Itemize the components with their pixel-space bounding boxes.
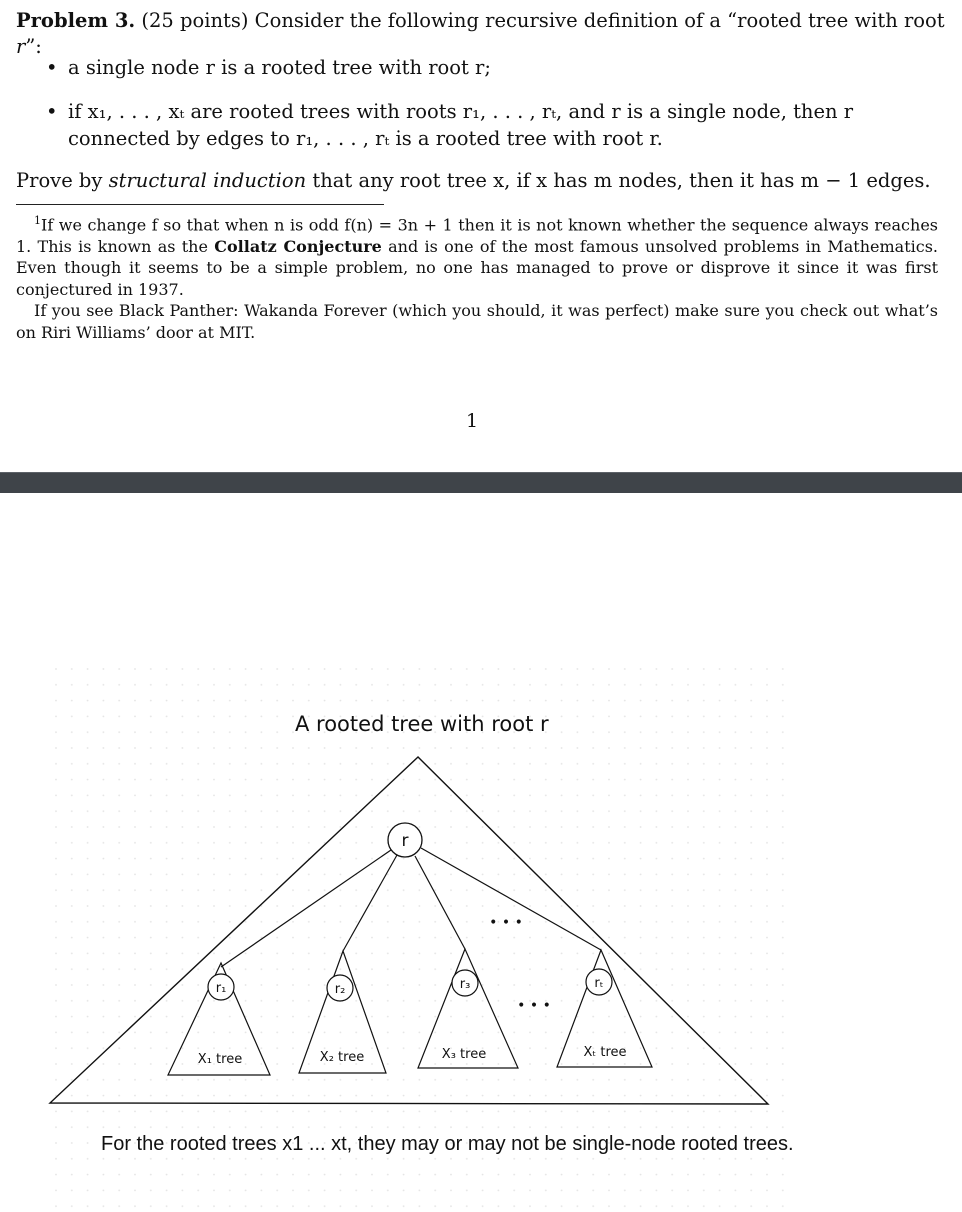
- page-number: 1: [466, 410, 479, 432]
- sketch-title: A rooted tree with root r: [295, 712, 549, 736]
- bullet-text-1: a single node r is a rooted tree with root r;: [68, 56, 491, 79]
- ellipsis-upper: • • •: [489, 915, 523, 931]
- bullet-dot: •: [46, 100, 58, 123]
- footnote-p2: If you see Black Panther: Wakanda Forever (which you should, it was perfect) make sure you check out what’s on Riri Williams’ door at MIT.: [16, 301, 938, 342]
- problem-label: Problem 3.: [16, 9, 136, 32]
- subtree-label-2: X₂ tree: [319, 1050, 365, 1065]
- prove-rest: that any root tree x, if x has m nodes, then it has m − 1 edges.: [306, 169, 931, 192]
- tree-sketch: [0, 493, 962, 1212]
- page-divider: [0, 472, 962, 494]
- child-node-label-t: rₜ: [594, 976, 604, 991]
- ellipsis-lower: • • •: [517, 998, 551, 1014]
- prove-start: Prove by: [16, 169, 109, 192]
- bullet-dot: •: [46, 56, 58, 79]
- prove-emphasis: structural induction: [108, 169, 307, 192]
- document-page: [0, 0, 962, 470]
- footnote: [16, 210, 938, 343]
- root-node-label: r: [401, 831, 409, 851]
- footnote-p1-end: and is one of the most famous unsolved problems in Mathematics. Even though it seems to be a simple problem, no one has managed to prove or disprove it since it was first conjectured in 1937.: [16, 236, 939, 299]
- problem-intro: Consider the following recursive definition of a “rooted tree with root: [254, 9, 945, 32]
- problem-intro-var: r: [16, 35, 26, 58]
- footnote-rule: [16, 204, 384, 205]
- problem-statement: [16, 8, 946, 60]
- tree-diagram: [0, 493, 962, 1212]
- footnote-p1-start: If we change f so that when n is odd f(n) = 3n + 1 then it is not known whether the sequence always reaches 1. This is known as the: [16, 215, 938, 256]
- footnote-marker: 1: [34, 214, 41, 227]
- subtree-label-3: X₃ tree: [441, 1047, 487, 1062]
- sketch-caption: For the rooted trees x1 ... xt, they may or may not be single-node rooted trees.: [101, 1133, 794, 1155]
- child-node-label-1: r₁: [215, 981, 227, 996]
- footnote-collatz: Collatz Conjecture: [214, 236, 382, 256]
- subtree-label-t: Xₜ tree: [583, 1045, 627, 1060]
- bullet-item-2: [46, 98, 942, 152]
- problem-points: (25 points): [141, 9, 249, 32]
- dot-grid: [55, 668, 790, 1208]
- child-node-label-3: r₃: [459, 977, 471, 992]
- bullet-text-2: if x₁, . . . , xₜ are rooted trees with roots r₁, . . . , rₜ, and r is a single node, then r connected by edges to r₁, . . . , rₜ is a rooted tree with root r.: [68, 100, 854, 150]
- child-node-label-2: r₂: [334, 982, 346, 997]
- problem-intro-end: ”:: [25, 35, 42, 58]
- subtree-label-1: X₁ tree: [197, 1052, 243, 1067]
- prove-instruction: [16, 168, 946, 194]
- bullet-item-1: [46, 54, 942, 81]
